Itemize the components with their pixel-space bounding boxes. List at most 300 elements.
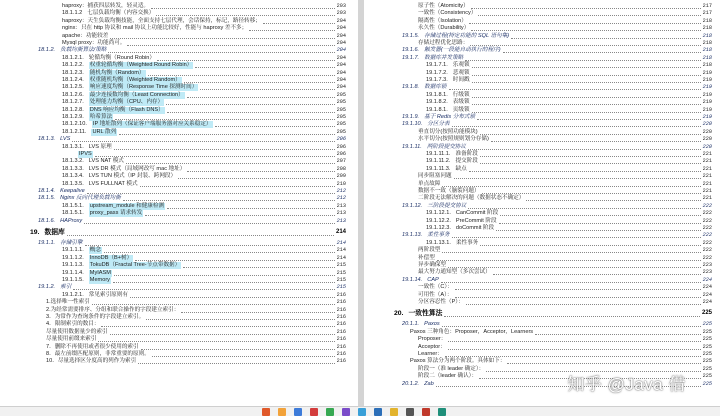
- leader-dots: [156, 15, 334, 16]
- entry-title: 最少连接数均衡（Least Connection）: [89, 91, 184, 98]
- taskbar: [0, 406, 720, 416]
- leader-dots: [499, 223, 701, 224]
- entry-title: 表级锁: [452, 99, 470, 106]
- entry-page-number: 222: [702, 239, 712, 246]
- entry-title: InnoDB（B+树）: [89, 254, 133, 261]
- left-toc-entry[interactable]: [62, 77, 346, 84]
- leader-dots: [84, 223, 334, 224]
- right-toc-entry[interactable]: [418, 344, 712, 351]
- right-toc-entry[interactable]: [426, 107, 712, 114]
- right-toc-entry[interactable]: [418, 10, 712, 17]
- leader-dots: [471, 30, 700, 31]
- app-icon-10[interactable]: [406, 408, 414, 416]
- left-toc-entry[interactable]: [62, 203, 346, 210]
- left-toc-entry[interactable]: [62, 277, 346, 284]
- right-toc-entry[interactable]: [418, 336, 712, 343]
- left-toc-entry[interactable]: [62, 10, 346, 17]
- entry-title: CanCommit 阶段: [455, 210, 499, 217]
- entry-page-number: 216: [336, 358, 346, 365]
- app-icon-1[interactable]: [262, 408, 270, 416]
- entry-title: 柔性事务: [427, 232, 450, 239]
- entry-page-number: 218: [702, 17, 712, 24]
- leader-dots: [455, 289, 701, 290]
- leader-dots: [146, 319, 334, 320]
- entry-number: 18.1.2.4.: [62, 77, 84, 83]
- entry-title: 页级锁: [452, 106, 470, 113]
- right-toc-entry[interactable]: [402, 55, 712, 62]
- left-toc-entry[interactable]: [46, 314, 346, 321]
- entry-number: 19.1.2.: [38, 284, 56, 291]
- entry-number: 20.1.2.: [402, 380, 420, 387]
- left-toc-entry[interactable]: [62, 18, 346, 25]
- leader-dots: [469, 23, 701, 24]
- entry-page-number: 204: [336, 47, 346, 54]
- left-toc-entry[interactable]: [62, 3, 346, 10]
- entry-number: 19.1.7.3.: [426, 77, 448, 83]
- right-toc-entry[interactable]: [402, 33, 712, 40]
- left-toc-entry[interactable]: [62, 121, 346, 128]
- entry-page-number: 204: [336, 84, 346, 91]
- entry-page-number: 216: [336, 351, 346, 357]
- right-toc-entry[interactable]: [426, 62, 712, 69]
- entry-page-number: 208: [336, 165, 346, 172]
- app-icon-12[interactable]: [438, 408, 446, 416]
- leader-dots: [113, 282, 335, 283]
- left-toc-entry[interactable]: [46, 299, 346, 306]
- entry-page-number: 214: [336, 254, 346, 261]
- entry-number: 19.1.5.: [402, 32, 420, 39]
- entry-page-number: 220: [702, 128, 712, 135]
- entry-title: 两阶段型: [418, 247, 441, 254]
- leader-dots: [104, 252, 335, 253]
- entry-number: 19.1.12.1.: [426, 210, 451, 217]
- left-toc-entry[interactable]: [46, 307, 346, 314]
- leader-dots: [480, 163, 701, 164]
- entry-number: 19.1.14.: [402, 276, 423, 283]
- entry-page-number: 218: [702, 40, 712, 46]
- entry-title: PreCommit 阶段: [455, 217, 497, 224]
- left-toc-entry[interactable]: [62, 181, 346, 188]
- leader-dots: [249, 30, 334, 31]
- entry-title: 单点故障: [418, 180, 441, 187]
- leader-dots: [454, 178, 701, 179]
- entry-page-number: 225: [701, 310, 712, 317]
- entry-page-number: 220: [702, 143, 712, 150]
- entry-number: 19.1.10.: [402, 121, 423, 128]
- right-toc-entry[interactable]: [418, 269, 712, 276]
- right-toc-entry[interactable]: [418, 136, 712, 143]
- entry-title: 七层负载均衡（内容交换）: [87, 10, 155, 17]
- entry-title: 基于 Redis 分布式锁: [424, 114, 476, 120]
- entry-title: 二阶段无法解决的问题（数据状态不确定）: [418, 195, 525, 202]
- entry-number: 18.1.2.2.: [62, 62, 84, 69]
- right-toc-entry[interactable]: [418, 40, 712, 47]
- entry-page-number: 225: [702, 321, 712, 328]
- leader-dots: [449, 89, 701, 90]
- left-toc-entry[interactable]: [62, 270, 346, 277]
- right-toc-entry[interactable]: [402, 277, 712, 284]
- toc-right-page: [364, 0, 720, 406]
- leader-dots: [444, 316, 700, 317]
- entry-title: HAProxy: [60, 217, 83, 224]
- left-toc-entry[interactable]: [38, 47, 346, 54]
- right-toc-entry[interactable]: [418, 247, 712, 254]
- entry-title: CAP: [427, 276, 439, 283]
- right-toc-entry[interactable]: [418, 129, 712, 136]
- entry-title: 尽量使用数据量少的索引: [46, 328, 108, 335]
- leader-dots: [108, 52, 334, 53]
- entry-number: 18.1.3.: [38, 136, 56, 143]
- left-toc-entry[interactable]: [62, 25, 346, 32]
- right-toc-entry[interactable]: [402, 114, 712, 121]
- entry-number: 19.1.1.: [38, 240, 56, 246]
- left-toc-entry[interactable]: [62, 33, 346, 40]
- leader-dots: [187, 97, 335, 98]
- left-toc-entry[interactable]: [62, 84, 346, 91]
- leader-dots: [167, 208, 335, 209]
- leader-dots: [187, 171, 334, 172]
- entry-title: Zab: [424, 380, 434, 387]
- entry-page-number: 204: [336, 54, 346, 61]
- leader-dots: [135, 260, 334, 261]
- right-toc-entry[interactable]: [426, 158, 712, 165]
- entry-page-number: 223: [702, 269, 712, 276]
- entry-title: 轮循均衡（Round Robin）: [88, 54, 155, 61]
- right-toc-entry[interactable]: [402, 321, 712, 328]
- entry-number: 19.1.8.1.: [426, 106, 448, 113]
- entry-number: 18.1.4.: [38, 188, 56, 194]
- left-toc-entry[interactable]: [62, 210, 346, 217]
- entry-number: 19.1.1.4.: [62, 269, 84, 276]
- entry-title: 8．最左前缀匹配原则，非常重要的原则。: [46, 351, 150, 357]
- entry-title: LVS FULLNAT 模式: [88, 180, 138, 187]
- entry-title: LVS: [60, 136, 71, 143]
- leader-dots: [526, 200, 700, 201]
- right-toc-entry[interactable]: [418, 181, 712, 188]
- entry-page-number: 221: [702, 158, 712, 165]
- right-toc-entry[interactable]: [426, 77, 712, 84]
- entry-page-number: 219: [702, 91, 712, 98]
- left-toc-entry[interactable]: [46, 329, 346, 336]
- entry-title: 时间戳: [452, 77, 470, 83]
- leader-dots: [157, 60, 335, 61]
- left-toc-entry[interactable]: [46, 321, 346, 328]
- leader-dots: [496, 230, 701, 231]
- app-icon-3[interactable]: [294, 408, 302, 416]
- toc-left-page: [0, 0, 358, 406]
- leader-dots: [491, 141, 701, 142]
- entry-title: 原子性（Atomicity）: [418, 3, 469, 9]
- leader-dots: [127, 45, 334, 46]
- right-toc-entry[interactable]: [402, 144, 712, 151]
- entry-number: 18.1.2.5.: [62, 84, 84, 91]
- leader-dots: [119, 134, 334, 135]
- leader-dots: [500, 215, 700, 216]
- entry-page-number: 213: [336, 217, 346, 224]
- left-toc-entry[interactable]: [38, 218, 346, 225]
- entry-title: Memory: [89, 277, 110, 283]
- left-toc-entry[interactable]: [30, 228, 346, 237]
- entry-page-number: 225: [702, 373, 712, 380]
- right-toc-entry[interactable]: [418, 292, 712, 299]
- right-toc-entry[interactable]: [402, 232, 712, 239]
- entry-number: 19.1.7.1.: [426, 62, 448, 69]
- app-icon-9[interactable]: [390, 408, 398, 416]
- entry-number: 18.1.2.11.: [62, 128, 87, 135]
- left-toc-entry[interactable]: [46, 336, 346, 343]
- entry-page-number: 204: [336, 25, 346, 32]
- right-toc-entry[interactable]: [418, 3, 712, 10]
- entry-title: 一致性算法: [408, 310, 443, 318]
- left-toc-entry[interactable]: [46, 344, 346, 351]
- entry-number: 19.1.8.1.: [426, 91, 448, 98]
- entry-page-number: 219: [702, 69, 712, 76]
- app-icon-7[interactable]: [358, 408, 366, 416]
- left-toc-entry[interactable]: [38, 136, 346, 143]
- right-toc-entry[interactable]: [402, 84, 712, 91]
- right-toc-entry[interactable]: [418, 173, 712, 180]
- leader-dots: [470, 45, 700, 46]
- entry-page-number: 222: [702, 247, 712, 254]
- leader-dots: [480, 245, 700, 246]
- entry-number: 18.1.2.10.: [62, 121, 87, 128]
- entry-page-number: 212: [336, 188, 346, 194]
- left-toc-entry[interactable]: [62, 70, 346, 77]
- entry-number: 18.1.5.1.: [62, 210, 84, 217]
- left-toc-entry[interactable]: [62, 129, 346, 136]
- entry-page-number: 221: [702, 180, 712, 187]
- right-toc-entry[interactable]: [418, 195, 712, 202]
- leader-dots: [110, 334, 335, 335]
- entry-page-number: 205: [336, 91, 346, 98]
- leader-dots: [480, 156, 701, 157]
- entry-number: 19.: [30, 229, 40, 236]
- entry-title: 7．删除不再使用或者很少使用的索引: [46, 343, 139, 350]
- entry-page-number: 218: [702, 25, 712, 32]
- entry-page-number: 205: [336, 121, 346, 128]
- right-toc-entry[interactable]: [426, 225, 712, 232]
- entry-page-number: 218: [702, 47, 712, 54]
- left-toc-entry[interactable]: [62, 40, 346, 47]
- entry-number: 19.1.7.: [402, 54, 420, 61]
- left-toc-entry[interactable]: [62, 114, 346, 121]
- entry-title: 10．尽量选择区分度高的列作为索引: [46, 358, 137, 365]
- entry-number: 18.1.3.4.: [62, 173, 84, 180]
- entry-number: 18.1.5.1.: [62, 202, 84, 209]
- entry-number: 20.: [394, 310, 404, 318]
- leader-dots: [151, 8, 335, 9]
- entry-page-number: 204: [336, 69, 346, 76]
- leader-dots: [472, 112, 701, 113]
- left-toc-entry[interactable]: [38, 188, 346, 195]
- right-toc-entry[interactable]: [426, 218, 712, 225]
- entry-page-number: 223: [702, 262, 712, 268]
- left-toc-entry[interactable]: [62, 247, 346, 254]
- left-toc-entry[interactable]: [62, 99, 346, 106]
- entry-number: 19.1.1.1.: [62, 247, 84, 254]
- app-icon-5[interactable]: [326, 408, 334, 416]
- leader-dots: [73, 289, 334, 290]
- right-toc-entry[interactable]: [418, 188, 712, 195]
- leader-dots: [215, 126, 335, 127]
- leader-dots: [478, 15, 700, 16]
- entry-title: 1.选择唯一性索引: [46, 299, 90, 306]
- right-toc-entry[interactable]: [426, 151, 712, 158]
- entry-title: nginx：只在 http 协议和 mail 协议上功能比较好，性能与 haproxy 差不多；: [62, 25, 248, 32]
- left-toc-entry[interactable]: [38, 240, 346, 247]
- left-toc-entry[interactable]: [62, 144, 346, 151]
- entry-page-number: 212: [336, 195, 346, 202]
- right-toc-entry[interactable]: [410, 358, 712, 365]
- entry-number: 19.1.1.3.: [62, 262, 84, 269]
- entry-number: 19.1.11.1.: [426, 151, 451, 157]
- leader-dots: [67, 235, 334, 236]
- entry-page-number: 219: [702, 77, 712, 83]
- entry-title: 一致性（Consistency）: [418, 10, 477, 17]
- entry-title: LVS TUN 模式（IP 封装、跨网段）: [88, 173, 177, 180]
- leader-dots: [72, 141, 334, 142]
- entry-page-number: 204: [336, 62, 346, 69]
- right-toc-entry[interactable]: [402, 121, 712, 128]
- right-toc-entry[interactable]: [426, 166, 712, 173]
- left-toc-entry[interactable]: [62, 292, 346, 299]
- app-icon-2[interactable]: [278, 408, 286, 416]
- entry-page-number: 210: [336, 180, 346, 187]
- entry-number: 19.1.7.2.: [426, 69, 448, 76]
- leader-dots: [141, 349, 335, 350]
- left-toc-entry[interactable]: [46, 351, 346, 358]
- entry-page-number: 222: [702, 210, 712, 217]
- entry-title: 同步阻塞问题: [418, 173, 452, 180]
- entry-title: 永久性（Durability）: [418, 25, 470, 32]
- left-toc-entry[interactable]: [62, 173, 346, 180]
- left-toc-entry[interactable]: [46, 358, 346, 365]
- entry-page-number: 225: [702, 343, 712, 350]
- left-toc-entry[interactable]: [62, 262, 346, 269]
- entry-number: 19.1.11.: [402, 143, 422, 150]
- right-toc-entry[interactable]: [418, 25, 712, 32]
- right-toc-entry[interactable]: [410, 329, 712, 336]
- entry-number: 19.1.12.3.: [426, 225, 451, 231]
- entry-title: 权重轮循均衡（Weighted Round Robin）: [89, 62, 193, 69]
- left-toc-entry[interactable]: [62, 62, 346, 69]
- left-toc-entry[interactable]: [62, 166, 346, 173]
- app-icon-8[interactable]: [374, 408, 382, 416]
- entry-title: 数据库并发策略: [424, 54, 464, 61]
- right-toc-entry[interactable]: [426, 70, 712, 77]
- leader-dots: [123, 200, 335, 201]
- left-toc-entry[interactable]: [78, 151, 346, 158]
- leader-dots: [507, 363, 700, 364]
- app-icon-6[interactable]: [342, 408, 350, 416]
- entry-number: 19.1.11.3.: [426, 165, 451, 172]
- entry-page-number: 205: [336, 114, 346, 120]
- leader-dots: [465, 60, 700, 61]
- entry-title: Proposer：: [418, 336, 447, 343]
- right-toc-entry[interactable]: [426, 99, 712, 106]
- right-toc-entry[interactable]: [426, 92, 712, 99]
- right-toc-entry[interactable]: [418, 255, 712, 262]
- entry-number: 18.1.3.3.: [62, 165, 84, 172]
- leader-dots: [92, 304, 335, 305]
- right-toc-entry[interactable]: [418, 284, 712, 291]
- left-toc-entry[interactable]: [38, 195, 346, 202]
- entry-page-number: 224: [702, 299, 712, 305]
- entry-page-number: 218: [702, 62, 712, 69]
- right-toc-entry[interactable]: [402, 47, 712, 54]
- leader-dots: [126, 163, 335, 164]
- leader-dots: [471, 8, 701, 9]
- leader-dots: [493, 274, 701, 275]
- entry-number: 18.1.3.1.: [62, 143, 84, 150]
- entry-title: LVS DR 模式（局域网改写 mac 地址）: [88, 165, 186, 172]
- entry-title: Paxos: [424, 321, 440, 328]
- entry-page-number: 222: [702, 217, 712, 224]
- entry-title: 概念: [89, 247, 101, 254]
- entry-page-number: 205: [336, 99, 346, 106]
- leader-dots: [140, 186, 335, 187]
- right-toc-entry[interactable]: [418, 299, 712, 306]
- left-toc-entry[interactable]: [62, 55, 346, 62]
- right-toc-entry[interactable]: [394, 309, 712, 318]
- entry-page-number: 214: [336, 247, 346, 254]
- entry-page-number: 218: [702, 32, 712, 39]
- left-toc-entry[interactable]: [62, 92, 346, 99]
- entry-page-number: 216: [336, 314, 346, 320]
- right-toc-entry[interactable]: [418, 262, 712, 269]
- entry-title: Acceptor：: [418, 343, 446, 350]
- entry-title: 负载均衡算法/策略: [60, 47, 107, 54]
- app-icon-11[interactable]: [422, 408, 430, 416]
- entry-title: 处理能力均衡（CPU、内存）: [89, 99, 164, 106]
- entry-page-number: 203: [336, 3, 346, 9]
- entry-title: 隔离性（Isolation）: [418, 17, 467, 24]
- entry-page-number: 217: [702, 3, 712, 9]
- right-toc-entry[interactable]: [426, 240, 712, 247]
- right-toc-entry[interactable]: [418, 18, 712, 25]
- entry-number: 18.1.6.: [38, 217, 56, 224]
- entry-page-number: 221: [702, 173, 712, 180]
- right-toc-entry[interactable]: [418, 351, 712, 358]
- entry-page-number: 209: [336, 173, 346, 180]
- left-toc-entry[interactable]: [62, 107, 346, 114]
- left-toc-entry[interactable]: [62, 255, 346, 262]
- entry-number: 18.1.2.1.: [62, 54, 84, 61]
- right-toc-entry[interactable]: [402, 203, 712, 210]
- entry-page-number: 206: [336, 136, 346, 143]
- entry-title: 垂直切分(按照功能模块): [418, 128, 478, 135]
- entry-title: Learner：: [418, 351, 443, 357]
- left-toc-entry[interactable]: [62, 158, 346, 165]
- entry-title: 3．为常作为查询条件的字段建立索引。: [46, 314, 145, 320]
- entry-title: 存储引擎: [60, 240, 83, 246]
- leader-dots: [442, 186, 700, 187]
- entry-title: 哈希算法: [89, 114, 113, 120]
- left-toc-entry[interactable]: [38, 284, 346, 291]
- leader-dots: [183, 267, 334, 268]
- entry-page-number: 216: [336, 343, 346, 350]
- entry-title: 随机均衡（Random）: [89, 69, 145, 76]
- entry-page-number: 215: [336, 262, 346, 269]
- entry-number: 19.1.8.: [402, 84, 420, 91]
- app-icon-4[interactable]: [310, 408, 318, 416]
- leader-dots: [148, 75, 335, 76]
- entry-page-number: 225: [702, 380, 712, 387]
- leader-dots: [535, 334, 701, 335]
- entry-page-number: 219: [702, 99, 712, 106]
- entry-page-number: 219: [702, 106, 712, 113]
- right-toc-entry[interactable]: [426, 210, 712, 217]
